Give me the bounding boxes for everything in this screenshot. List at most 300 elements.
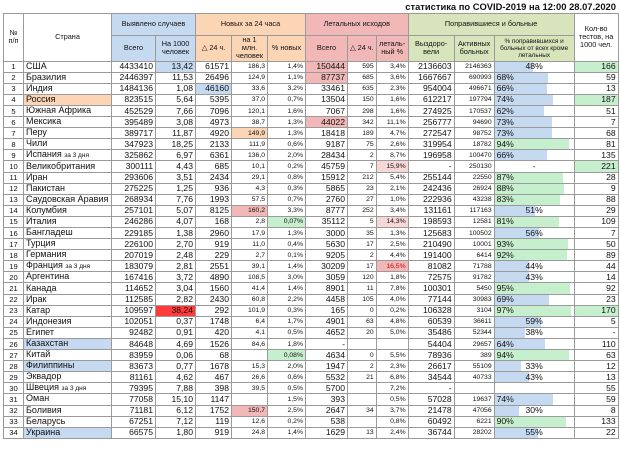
detected-per1000: 1,08 [156,83,196,94]
header-pct-recov: % поправившихся и больных от всех кроме летальных [494,36,574,62]
recovery-bar [494,327,574,338]
country-label: Аргентина [26,271,70,282]
country-note: за 3 дня [61,385,87,393]
recovered-count: 57028 [408,394,454,405]
new-pct: 1,3% [268,117,306,128]
detected-total: 114652 [112,283,156,294]
country-name [24,72,112,83]
recovery-bar-label: 43% [525,371,543,382]
lethal-total: 28434 [306,150,348,161]
tests-per1000: 7 [574,228,618,239]
lethal-pct: 1,8% [376,272,408,283]
new-d24: 168 [196,216,232,227]
recovery-bar [494,305,574,316]
new-per1mln: 12,6 [232,416,268,427]
active-count: 52344 [454,327,494,338]
lethal-pct: 2,3% [376,83,408,94]
new-d24: 919 [196,239,232,250]
lethal-pct: 7,2% [376,383,408,394]
lethal-pct: 16,5% [376,261,408,272]
tests-per1000: - [574,327,618,338]
new-pct: 3,3% [268,205,306,216]
header-tests: Кол-во тестов, на 1000 чел. [574,14,618,62]
table-row [4,239,619,250]
country-name [24,161,112,172]
table-row [4,305,619,316]
active-count: 3104 [454,305,494,316]
recovery-bar [494,239,574,250]
lethal-total: 150444 [306,61,348,72]
recovered-count: 274925 [408,105,454,116]
recovery-bar [494,338,574,349]
country-name [24,239,112,250]
country-name [24,305,112,316]
lethal-total: 3059 [306,272,348,283]
new-d24: 292 [196,305,232,316]
country-name [24,228,112,239]
lethal-d24: 5 [348,216,377,227]
row-number: 2 [4,72,24,83]
tests-per1000: 187 [574,94,618,105]
covid-stats-table [3,13,619,439]
new-pct: 0,2% [268,416,306,427]
country-name [24,205,112,216]
tests-per1000: 166 [574,61,618,72]
lethal-total: 44022 [306,117,348,128]
country-name [24,117,112,128]
detected-per1000: 4,62 [156,372,196,383]
recovery-bar-label: 48% [525,61,543,72]
table-row [4,72,619,83]
recovered-count: 255144 [408,172,454,183]
active-count: 690993 [454,72,494,83]
country-note: за 3 дня [64,152,89,160]
new-per1mln: 4,3 [232,183,268,194]
new-per1mln: 15,3 [232,361,268,372]
recovery-bar [494,83,574,94]
new-pct: 3,0% [268,272,306,283]
table-body [4,61,619,438]
active-count: 389 [454,350,494,361]
new-pct: 0,7% [268,194,306,205]
row-number: 15 [4,216,24,227]
recovery-bar-label: 90% [496,416,514,427]
country-name [24,172,112,183]
country-name [24,383,112,394]
tests-per1000: 55 [574,383,618,394]
row-number: 23 [4,305,24,316]
row-number: 28 [4,361,24,372]
new-d24: 68 [196,350,232,361]
detected-per1000: 0,37 [156,316,196,327]
country-label: Пакистан [26,183,65,193]
recovery-bar [494,261,574,272]
recovery-bar [494,94,574,105]
lethal-pct: 1,6% [376,94,408,105]
detected-total: 71181 [112,405,156,416]
table-row [4,83,619,94]
recovery-bar [494,394,574,405]
new-d24: 7096 [196,105,232,116]
lethal-pct: 5,4% [376,172,408,183]
new-d24: 229 [196,250,232,261]
recovery-bar [494,361,574,372]
tests-per1000: 109 [574,216,618,227]
recovery-bar-label: 66% [496,149,514,160]
header-active: Активных больных [454,36,494,62]
lethal-pct: 1,3% [376,228,408,239]
active-count: 5450 [454,283,494,294]
lethal-total: 4458 [306,294,348,305]
lethal-total: 4901 [306,316,348,327]
table-row [4,427,619,438]
lethal-pct: 0,2% [376,305,408,316]
recovered-count: 125683 [408,228,454,239]
lethal-d24: 35 [348,228,377,239]
detected-per1000: 2,48 [156,250,196,261]
lethal-d24 [348,394,377,405]
recovery-bar-label: 30% [525,405,543,416]
table-row [4,150,619,161]
detected-total: 92482 [112,327,156,338]
country-label: Германия [26,249,67,260]
country-name [24,338,112,349]
row-number: 22 [4,294,24,305]
lethal-total: 393 [306,394,348,405]
detected-per1000: 5,07 [156,205,196,216]
lethal-total: 4652 [306,327,348,338]
new-per1mln: 33,6 [232,83,268,94]
detected-total: 246286 [112,216,156,227]
new-pct: 2,0% [268,150,306,161]
recovered-count: 100301 [408,283,454,294]
new-d24: 1752 [196,405,232,416]
new-per1mln: 60,8 [232,294,268,305]
recovery-bar [494,183,574,194]
country-name [24,427,112,438]
recovery-bar-label: 51% [525,205,543,216]
recovered-count: 106328 [408,305,454,316]
new-pct: 1,5% [268,394,306,405]
detected-per1000: 3,08 [156,117,196,128]
recovery-bar-label: 33% [525,360,543,371]
tests-per1000: 28 [574,172,618,183]
lethal-pct: 8,7% [376,150,408,161]
country-label: Бангладеш [26,227,73,238]
lethal-total: 2760 [306,194,348,205]
detected-total: 823515 [112,94,156,105]
lethal-d24: 2 [348,150,377,161]
country-label: Боливия [26,405,62,415]
lethal-total: 4634 [306,350,348,361]
tests-per1000: 13 [574,372,618,383]
detected-total: 325862 [112,150,156,161]
new-per1mln: 6,4 [232,316,268,327]
active-count: 22550 [454,172,494,183]
detected-total: 1484136 [112,83,156,94]
new-d24: 2960 [196,228,232,239]
country-label: Италия [26,216,57,226]
new-pct: 3,2% [268,83,306,94]
lethal-d24: 63 [348,316,377,327]
active-count: 36611 [454,316,494,327]
tests-per1000: 50 [574,239,618,250]
new-pct: 1,4% [268,261,306,272]
new-pct: 0,5% [268,327,306,338]
country-label: Саудовская Аравия [26,194,109,204]
new-d24: 4890 [196,272,232,283]
recovered-count: 191400 [408,250,454,261]
recovered-count: 242436 [408,183,454,194]
new-pct: 0,1% [268,250,306,261]
tests-per1000: 59 [574,394,618,405]
table-row [4,216,619,227]
country-label: Россия [26,94,56,104]
new-per1mln: 39,5 [232,383,268,394]
lethal-d24: 75 [348,139,377,150]
table-row [4,94,619,105]
recovery-bar [494,194,574,205]
lethal-pct: 3,4% [376,61,408,72]
lethal-total: 13504 [306,94,348,105]
active-count: 40733 [454,372,494,383]
recovery-bar-label: - [532,161,536,171]
table-row [4,128,619,139]
table-row [4,405,619,416]
row-number: 25 [4,327,24,338]
tests-per1000: 44 [574,261,618,272]
header-country: Страна [24,14,112,62]
detected-per1000: 6,97 [156,150,196,161]
new-pct: 2,2% [268,294,306,305]
new-d24: 4920 [196,128,232,139]
table-row [4,383,619,394]
new-per1mln: 41,4 [232,283,268,294]
detected-per1000: 4,43 [156,161,196,172]
country-name [24,294,112,305]
recovery-bar-label: 59% [525,316,543,327]
lethal-total: 9205 [306,250,348,261]
country-name [24,316,112,327]
new-d24: 1147 [196,394,232,405]
tests-per1000: 59 [574,72,618,83]
header-detected: Выявлено случаев [112,14,196,36]
new-per1mln: 11,0 [232,239,268,250]
detected-total: 268934 [112,194,156,205]
active-count: 47056 [454,405,494,416]
lethal-total: 5865 [306,183,348,194]
lethal-d24: 11 [348,283,377,294]
lethal-d24: 2 [348,361,377,372]
detected-total: 81161 [112,372,156,383]
recovery-bar-label: 56% [525,227,543,238]
recovered-count: 26617 [408,361,454,372]
detected-total: 275225 [112,183,156,194]
recovery-bar [494,139,574,150]
country-label: Испания [26,149,62,160]
new-d24: 936 [196,183,232,194]
lethal-pct: 2,4% [376,427,408,438]
recovery-bar [494,216,574,227]
row-number: 21 [4,283,24,294]
country-label: Турция [26,238,56,249]
country-label: Бразилия [26,72,67,82]
recovery-bar-label: 62% [496,105,514,116]
tests-per1000: 8 [574,405,618,416]
new-per1mln: 10,1 [232,161,268,172]
header-pctnew: % новых [268,36,306,62]
detected-per1000: 1,25 [156,183,196,194]
table-row [4,261,619,272]
active-count: 117163 [454,205,494,216]
page-title: статистика по COVID-2019 на 12:00 28.07.2020 [405,1,616,12]
country-label: Великобритания [26,160,96,171]
table-row [4,394,619,405]
new-per1mln: 101,9 [232,305,268,316]
row-number: 30 [4,383,24,394]
recovery-bar [494,250,574,261]
country-name [24,250,112,261]
lethal-pct [376,338,408,349]
lethal-d24: 298 [348,105,377,116]
lethal-total: 2647 [306,405,348,416]
active-count: 55109 [454,361,494,372]
recovered-count: - [408,383,454,394]
recovery-bar-label: 94% [496,138,514,149]
lethal-total: 35112 [306,216,348,227]
country-name [24,105,112,116]
lethal-total: 165 [306,305,348,316]
active-count: 100470 [454,150,494,161]
new-pct: 2,5% [268,405,306,416]
country-label: Иран [26,172,48,182]
recovery-bar-label: 68% [496,72,514,83]
country-name [24,283,112,294]
recovery-bar-label: 43% [525,271,543,282]
new-per1mln: 111,9 [232,139,268,150]
table-row [4,294,619,305]
new-d24: 1993 [196,194,232,205]
row-number: 32 [4,405,24,416]
recovery-bar [494,205,574,216]
lethal-pct: 1,0% [376,194,408,205]
detected-total: 229185 [112,228,156,239]
detected-per1000: 11,87 [156,128,196,139]
recovered-count: 36744 [408,427,454,438]
recovery-bar-label: 87% [496,172,514,183]
header-recovered: Поправившиеся и больные [408,14,574,36]
recovered-count: 210490 [408,239,454,250]
country-name [24,150,112,161]
tests-per1000: 110 [574,338,618,349]
lethal-pct: 2,6% [376,139,408,150]
tests-per1000: 221 [574,161,618,172]
detected-per1000: 15,10 [156,394,196,405]
tests-per1000: 170 [574,305,618,316]
lethal-pct: 2,1% [376,183,408,194]
recovery-bar [494,427,574,438]
lethal-pct: 3,4% [376,205,408,216]
country-label: Катар [26,305,51,315]
tests-per1000: 5 [574,316,618,327]
recovery-bar-label: 95% [496,283,514,294]
new-d24: 26496 [196,72,232,83]
country-name [24,216,112,227]
new-d24: 420 [196,327,232,338]
active-count: 6221 [454,416,494,427]
table-row [4,272,619,283]
recovered-count: 34544 [408,372,454,383]
recovery-bar-label: 69% [496,294,514,305]
recovery-bar [494,283,574,294]
table-row [4,61,619,72]
detected-total: 452529 [112,105,156,116]
tests-per1000: 9 [574,183,618,194]
lethal-pct: 5,0% [376,327,408,338]
country-label: Оман [26,393,50,404]
tests-per1000: 133 [574,416,618,427]
lethal-pct: 5,5% [376,350,408,361]
active-count: 94690 [454,117,494,128]
new-pct: 1,1% [268,72,306,83]
lethal-pct: 4,4% [376,250,408,261]
header-new-d24: △ 24 ч. [196,36,232,62]
lethal-total: 5700 [306,383,348,394]
lethal-pct: 1,6% [376,105,408,116]
new-pct: 1,8% [268,338,306,349]
active-count: 170537 [454,105,494,116]
tests-per1000: 29 [574,205,618,216]
row-number: 8 [4,139,24,150]
tests-per1000: 81 [574,139,618,150]
recovered-count: 2136603 [408,61,454,72]
tests-per1000: 135 [574,150,618,161]
recovery-bar-label: 83% [496,194,514,205]
country-name [24,261,112,272]
recovery-bar [494,272,574,283]
new-per1mln: 29,1 [232,172,268,183]
country-name [24,194,112,205]
row-number: 4 [4,94,24,105]
lethal-d24: 17 [348,261,377,272]
covid-table-wrapper [3,13,619,439]
recovered-count: 77144 [408,294,454,305]
lethal-pct: 2,5% [376,239,408,250]
detected-total: 4433410 [112,61,156,72]
table-row [4,283,619,294]
recovered-count: 131161 [408,205,454,216]
lethal-pct: 14,3% [376,216,408,227]
row-number: 20 [4,272,24,283]
detected-total: 83673 [112,361,156,372]
table-row [4,416,619,427]
active-count: 26924 [454,183,494,194]
new-per1mln: 38,7 [232,117,268,128]
lethal-d24: 685 [348,72,377,83]
detected-per1000: 1,38 [156,228,196,239]
new-pct: 2,0% [268,361,306,372]
table-row [4,250,619,261]
row-number: 27 [4,350,24,361]
lethal-pct: 4,0% [376,294,408,305]
tests-per1000: 63 [574,350,618,361]
lethal-d24: 21 [348,372,377,383]
recovered-count: 319954 [408,139,454,150]
header-lethal-pct: леталь-ный % [376,36,408,62]
recovery-bar [494,161,574,172]
tests-per1000: 14 [574,272,618,283]
new-per1mln: 39,1 [232,261,268,272]
